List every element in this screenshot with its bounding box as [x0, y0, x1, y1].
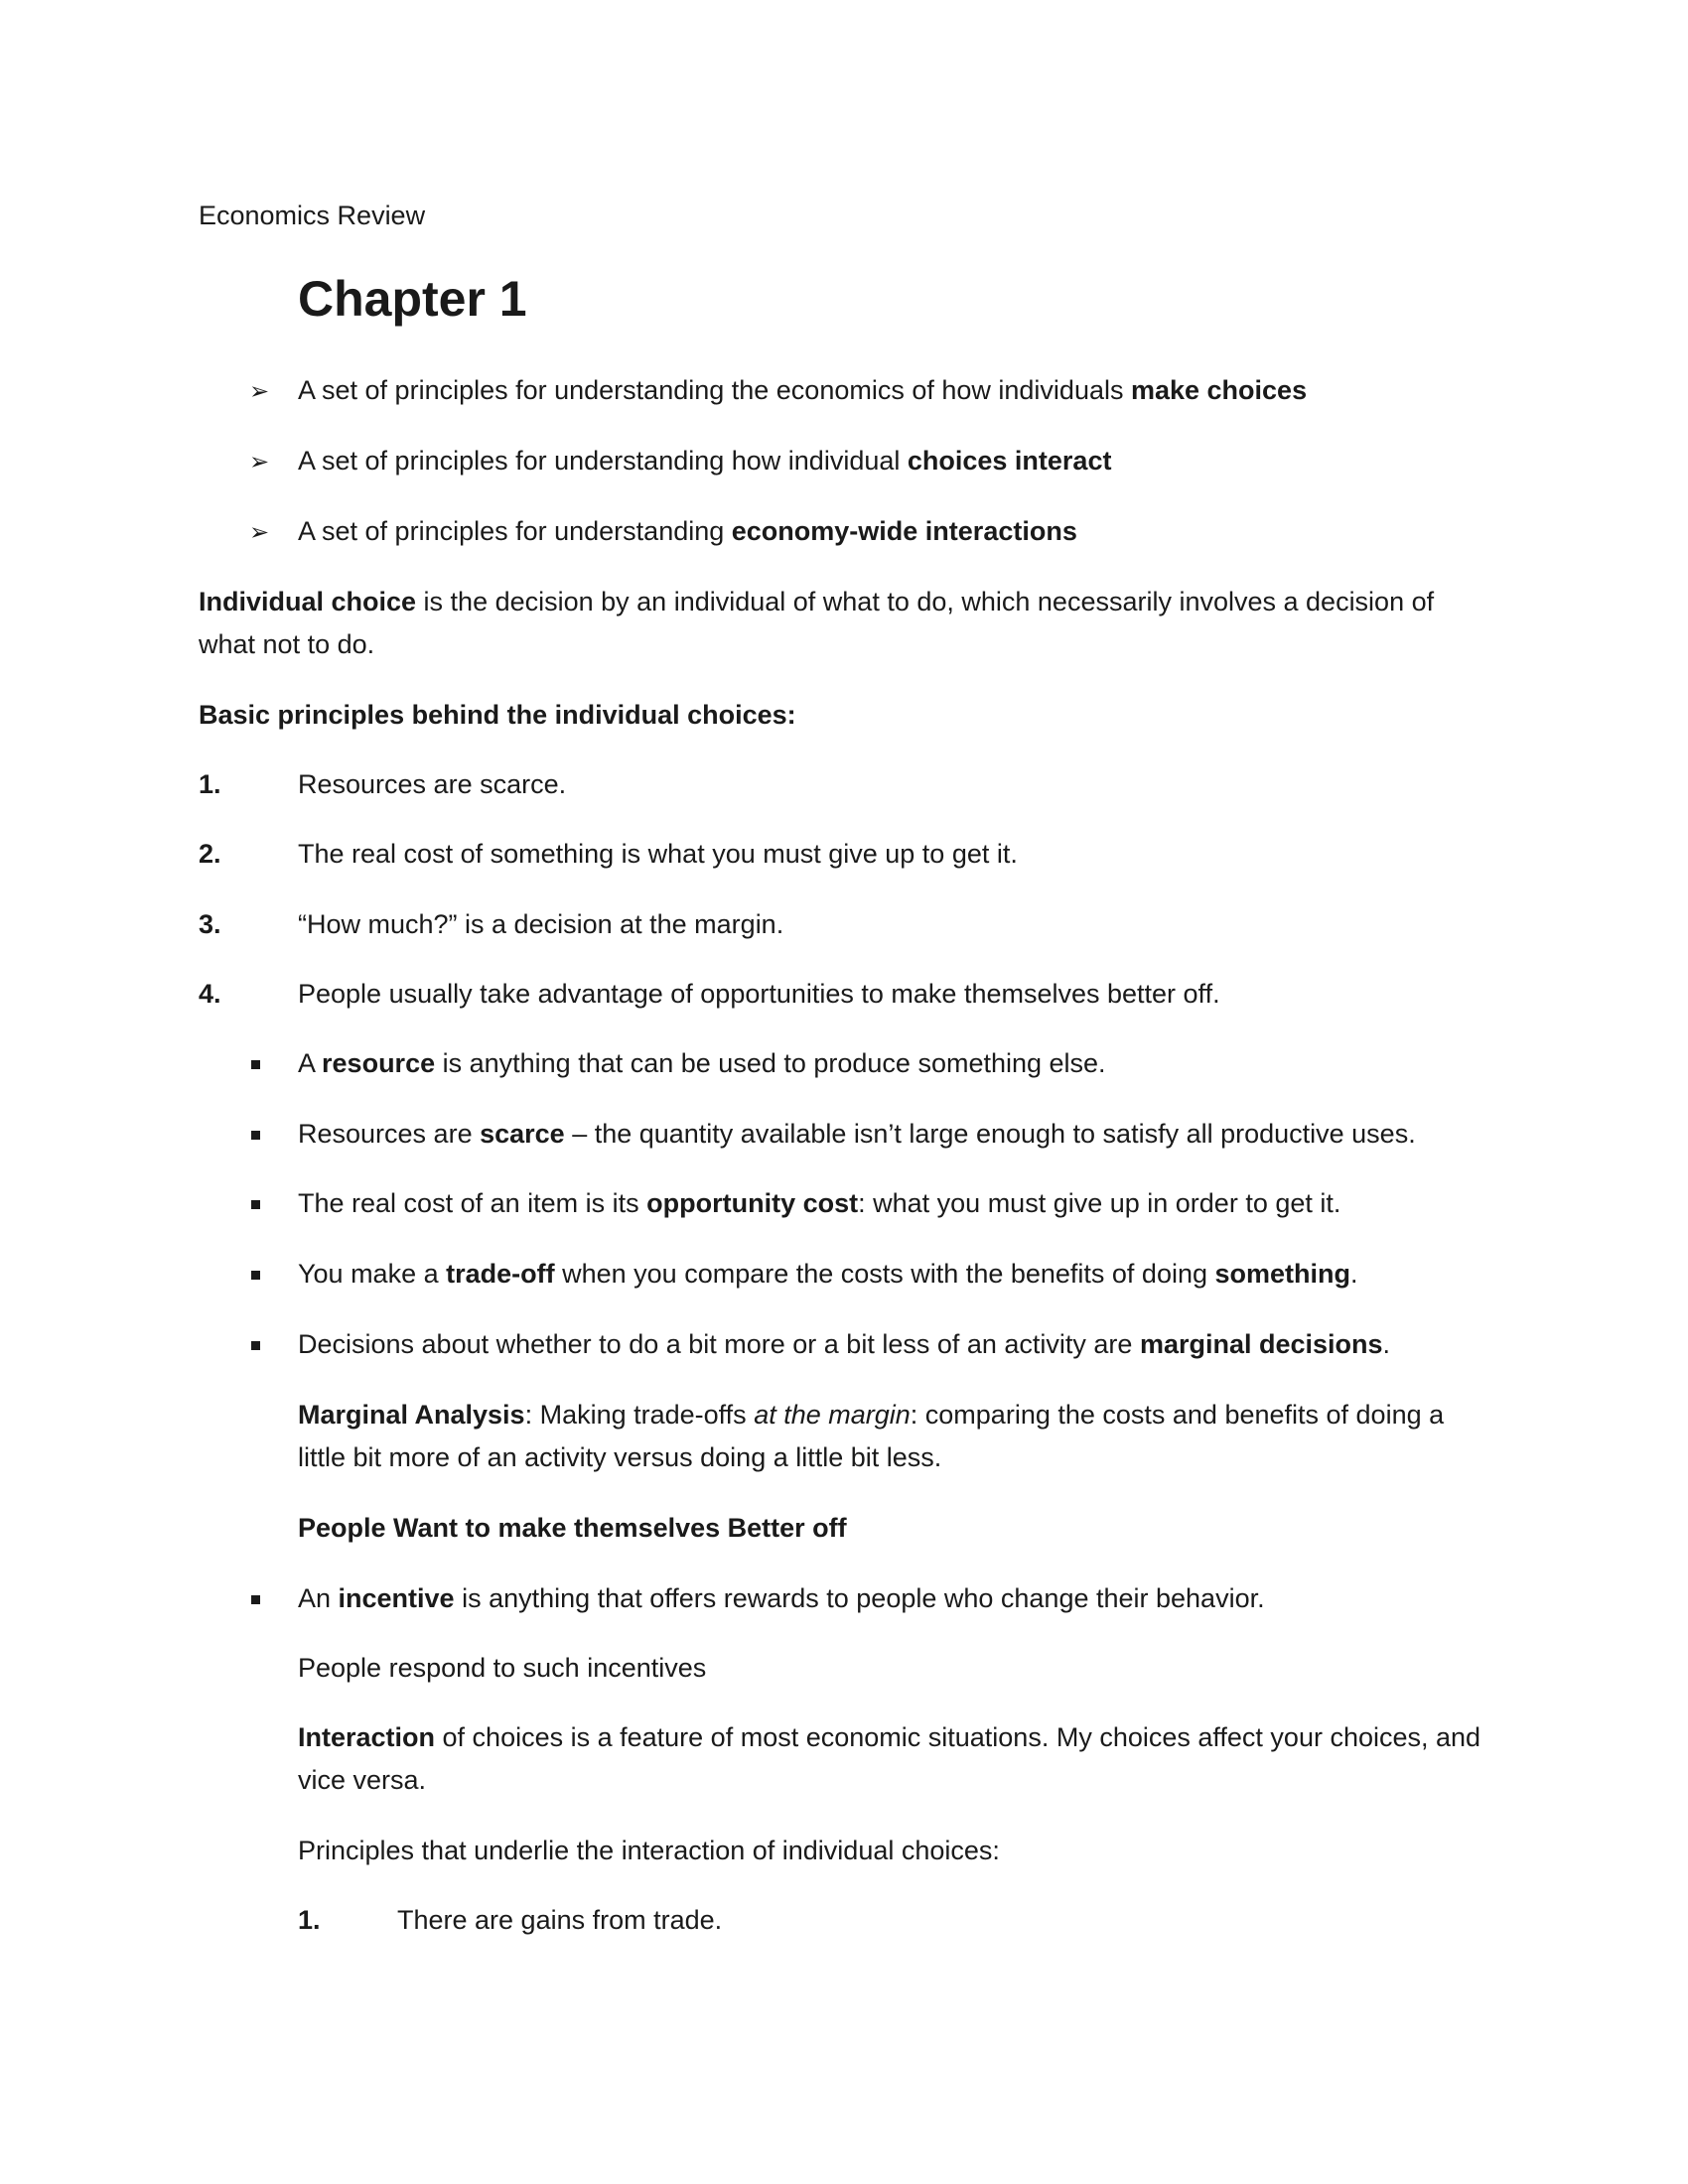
bullet-item: Resources are scarce – the quantity available isn’t large enough to satisfy all productive uses. — [298, 1119, 1416, 1149]
interaction-principles-heading: Principles that underlie the interaction of individual choices: — [298, 1836, 1000, 1865]
square-bullet-icon — [251, 1595, 260, 1604]
square-bullet-icon — [251, 1060, 260, 1069]
arrow-bullet-icon: ➢ — [249, 449, 270, 476]
document-header: Economics Review — [199, 201, 426, 230]
list-item: “How much?” is a decision at the margin. — [298, 909, 784, 939]
bullet-item: An incentive is anything that offers rewards to people who change their behavior. — [298, 1583, 1265, 1613]
bullet-item: Decisions about whether to do a bit more or a bit less of an activity are marginal decisions. — [298, 1329, 1391, 1359]
list-item: Resources are scarce. — [298, 769, 567, 799]
list-number: 1. — [199, 769, 221, 799]
list-item: The real cost of something is what you must give up to get it. — [298, 839, 1018, 869]
square-bullet-icon — [251, 1131, 260, 1140]
better-off-heading: People Want to make themselves Better off — [298, 1513, 847, 1543]
chapter-title: Chapter 1 — [298, 271, 527, 327]
interaction-paragraph: Interaction of choices is a feature of most economic situations. My choices affect your choices, and vice versa. — [298, 1722, 1481, 1795]
respond-text: People respond to such incentives — [298, 1653, 707, 1683]
arrow-bullet-icon: ➢ — [249, 519, 270, 546]
arrow-bullet-item: A set of principles for understanding economy-wide interactions — [298, 516, 1077, 546]
basic-principles-heading: Basic principles behind the individual choices: — [199, 700, 796, 730]
list-number: 2. — [199, 839, 221, 869]
marginal-analysis-paragraph: Marginal Analysis: Making trade-offs at the margin: comparing the costs and benefits of doing a little bit more of an activity versus doing a little bit less. — [298, 1400, 1445, 1472]
bullet-item: A resource is anything that can be used to produce something else. — [298, 1048, 1106, 1078]
individual-choice-paragraph: Individual choice is the decision by an individual of what to do, which necessarily involves a decision of what not to do. — [199, 587, 1435, 659]
list-number: 4. — [199, 979, 221, 1009]
list-item: There are gains from trade. — [397, 1905, 723, 1935]
bullet-item: The real cost of an item is its opportunity cost: what you must give up in order to get it. — [298, 1188, 1341, 1218]
arrow-bullet-item: A set of principles for understanding the economics of how individuals make choices — [298, 375, 1308, 405]
list-number: 1. — [298, 1905, 321, 1935]
list-item: People usually take advantage of opportunities to make themselves better off. — [298, 979, 1220, 1009]
bullet-item: You make a trade-off when you compare the costs with the benefits of doing something. — [298, 1259, 1358, 1289]
arrow-bullet-icon: ➢ — [249, 378, 270, 405]
square-bullet-icon — [251, 1200, 260, 1209]
list-number: 3. — [199, 909, 221, 939]
square-bullet-icon — [251, 1271, 260, 1280]
square-bullet-icon — [251, 1341, 260, 1350]
arrow-bullet-item: A set of principles for understanding how individual choices interact — [298, 446, 1112, 476]
